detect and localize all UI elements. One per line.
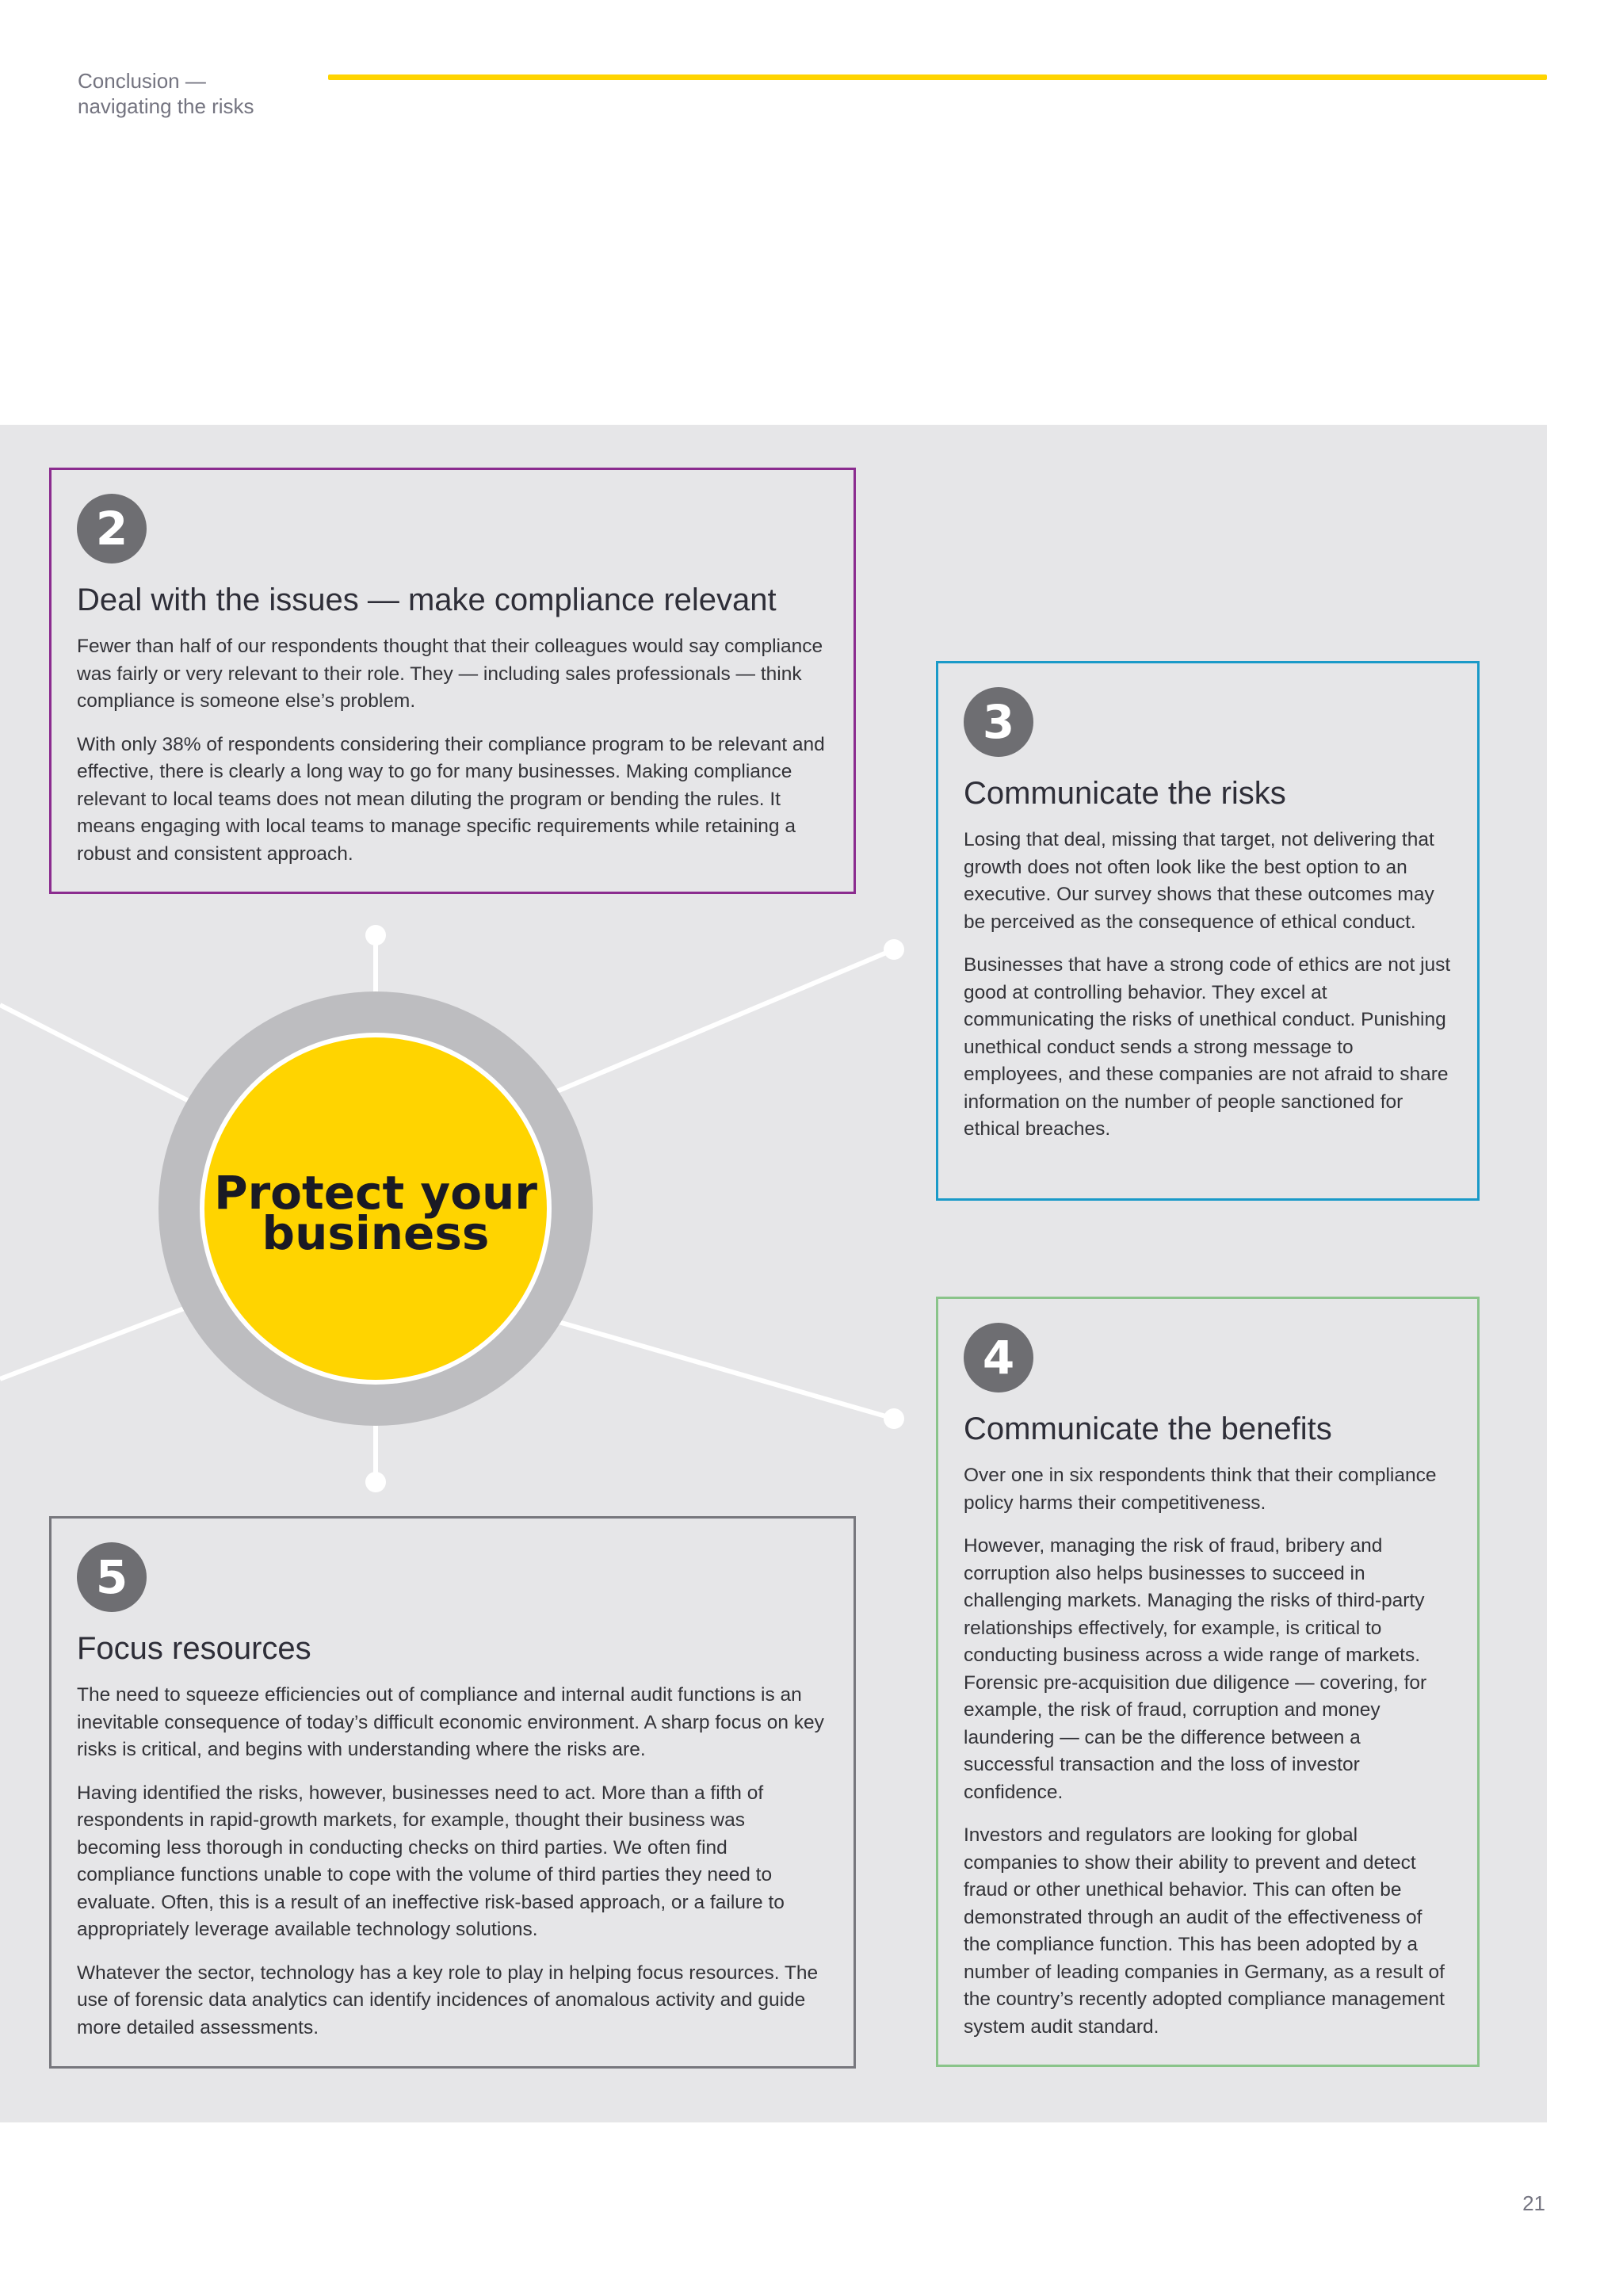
callout-paragraph: Businesses that have a strong code of ethics are not just good at controlling behavior. They excel at communicating the risks of unethical conduct. Punishing unethical conduct sends a strong message to employees, and these companies are not afraid to share information on the number of people sanctioned for ethical breaches. [964,954,1451,1140]
endpoint-bottom [365,1472,386,1492]
step-number-badge: 5 [77,1542,147,1612]
section-label-line-2: navigating the risks [78,94,254,118]
hub-title-line-2: business [262,1206,490,1260]
section-label [78,68,254,119]
endpoint-top [365,925,386,946]
callout-paragraph: Investors and regulators are looking for global companies to show their ability to prevent and detect fraud or other unethical behavior. This can often be demonstrated through an audit of the effectiveness of the compliance function. This has been adopted by a number of leading companies in Germany, as a result of the country’s recently adopted compliance management system audit standard. [964,1824,1445,2038]
callout-title: Communicate the risks [964,776,1286,811]
step-number-badge: 2 [77,494,147,563]
header-accent-rule [328,74,1547,80]
callout-communicate-benefits [936,1297,1480,2067]
endpoint-upper-right [884,939,904,960]
connector-upper-right [523,949,894,1106]
callout-paragraph: Whatever the sector, technology has a key role to play in helping focus resources. The use of forensic data analytics can identify incidences of anomalous activity and guide more detailed assessments. [77,1962,819,2038]
hub-title-line-1: Protect your [214,1166,537,1220]
callout-paragraph: Losing that deal, missing that target, not delivering that growth does not often look like the best option to an executive. Our survey shows that these outcomes may be perceived as the consequence of ethical conduct. [964,829,1434,933]
callout-paragraph: However, managing the risk of fraud, bribery and corruption also helps businesses to succeed in challenging markets. Managing the risks of third-party relationships effectively, for example, is critical to conducting business across a wide range of markets. Forensic pre-acquisition due diligence — covering, for example, the risk of fraud, corruption and money laundering — can be the difference between a successful transaction and the loss of investor confidence. [964,1535,1427,1803]
endpoint-lower-right [884,1408,904,1429]
section-label-line-1: Conclusion — [78,69,206,93]
callout-paragraph: The need to squeeze efficiencies out of compliance and internal audit functions is an inevitable consequence of today’s difficult economic environment. A sharp focus on key risks is critical, and begins with understanding where the risks are. [77,1684,824,1760]
callout-deal-with-issues [49,468,856,894]
step-number-badge: 3 [964,687,1033,757]
callout-paragraph: Over one in six respondents think that their compliance policy harms their competitiveness. [964,1465,1437,1514]
callout-communicate-risks [936,661,1480,1201]
callout-title: Deal with the issues — make compliance relevant [77,583,777,617]
callout-title: Focus resources [77,1631,311,1666]
connector-lower-right [523,1312,894,1419]
callout-paragraph: Having identified the risks, however, businesses need to act. More than a fifth of respondents in rapid-growth markets, for example, thought their business was becoming less thorough in conducting checks on third parties. We often find compliance functions unable to cope with the volume of third parties they need to evaluate. Often, this is a result of an ineffective risk-based approach, or a failure to appropriately leverage available technology solutions. [77,1782,785,1940]
connector-lower-left [0,1306,190,1379]
step-number-badge: 4 [964,1323,1033,1392]
callout-focus-resources [49,1516,856,2069]
callout-paragraph: Fewer than half of our respondents thought that their colleagues would say compliance was fairly or very relevant to their role. They — including sales professionals — think compliance is someone else’s problem. [77,636,823,712]
callout-paragraph: With only 38% of respondents considering their compliance program to be relevant and effective, there is clearly a long way to go for many businesses. Making compliance relevant to local teams does not mean diluting the program or bending the rules. It means engaging with local teams to manage specific requirements while retaining a robust and consistent approach. [77,733,825,865]
page-number: 21 [1522,2191,1545,2215]
connector-upper-left [0,1005,190,1102]
callout-title: Communicate the benefits [964,1412,1332,1446]
